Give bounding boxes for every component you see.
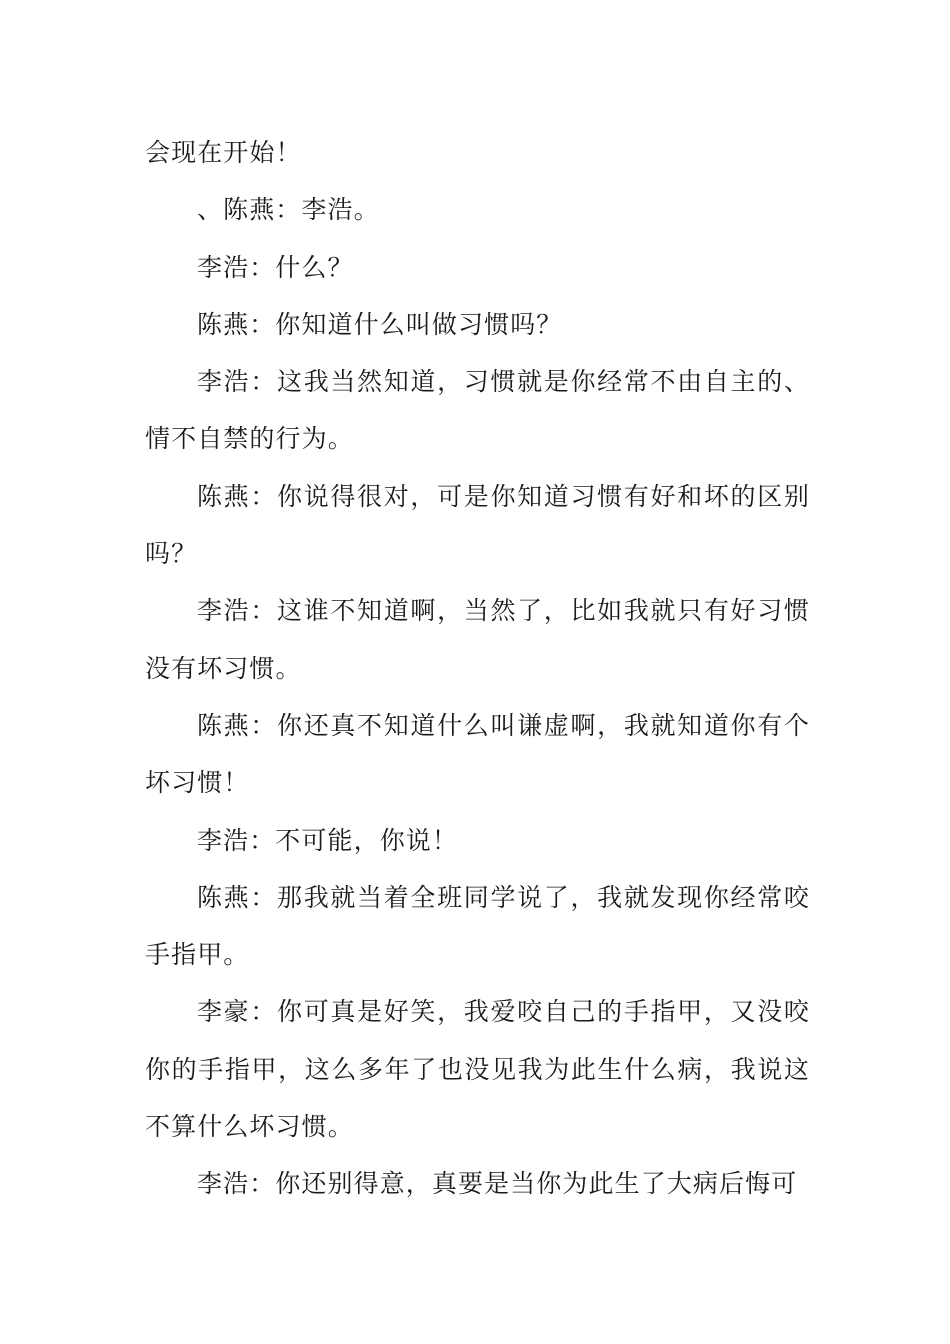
paragraph: 李浩：不可能，你说！ xyxy=(197,825,459,855)
paragraph: 李浩：你还别得意，真要是当你为此生了大病后悔可 xyxy=(197,1169,798,1199)
paragraph: 李浩：什么？ xyxy=(197,252,354,282)
document-body xyxy=(145,124,810,1213)
paragraph: 、陈燕：李浩。 xyxy=(197,195,380,225)
paragraph: 陈燕：你说得很对，可是你知道习惯有好和坏的区别吗？ xyxy=(145,481,810,569)
paragraph: 李浩：这谁不知道啊，当然了，比如我就只有好习惯没有坏习惯。 xyxy=(145,596,810,683)
paragraph: 陈燕：你还真不知道什么叫谦虚啊，我就知道你有个坏习惯！ xyxy=(145,710,810,798)
paragraph: 会现在开始！ xyxy=(145,138,302,167)
paragraph: 李豪：你可真是好笑，我爱咬自己的手指甲，又没咬你的手指甲，这么多年了也没见我为此生什么病，我说这不算什么坏习惯。 xyxy=(145,997,810,1142)
paragraph: 李浩：这我当然知道，习惯就是你经常不由自主的、情不自禁的行为。 xyxy=(145,367,810,454)
paragraph: 陈燕：那我就当着全班同学说了，我就发现你经常咬手指甲。 xyxy=(145,882,810,970)
paragraph: 陈燕：你知道什么叫做习惯吗？ xyxy=(197,309,563,339)
